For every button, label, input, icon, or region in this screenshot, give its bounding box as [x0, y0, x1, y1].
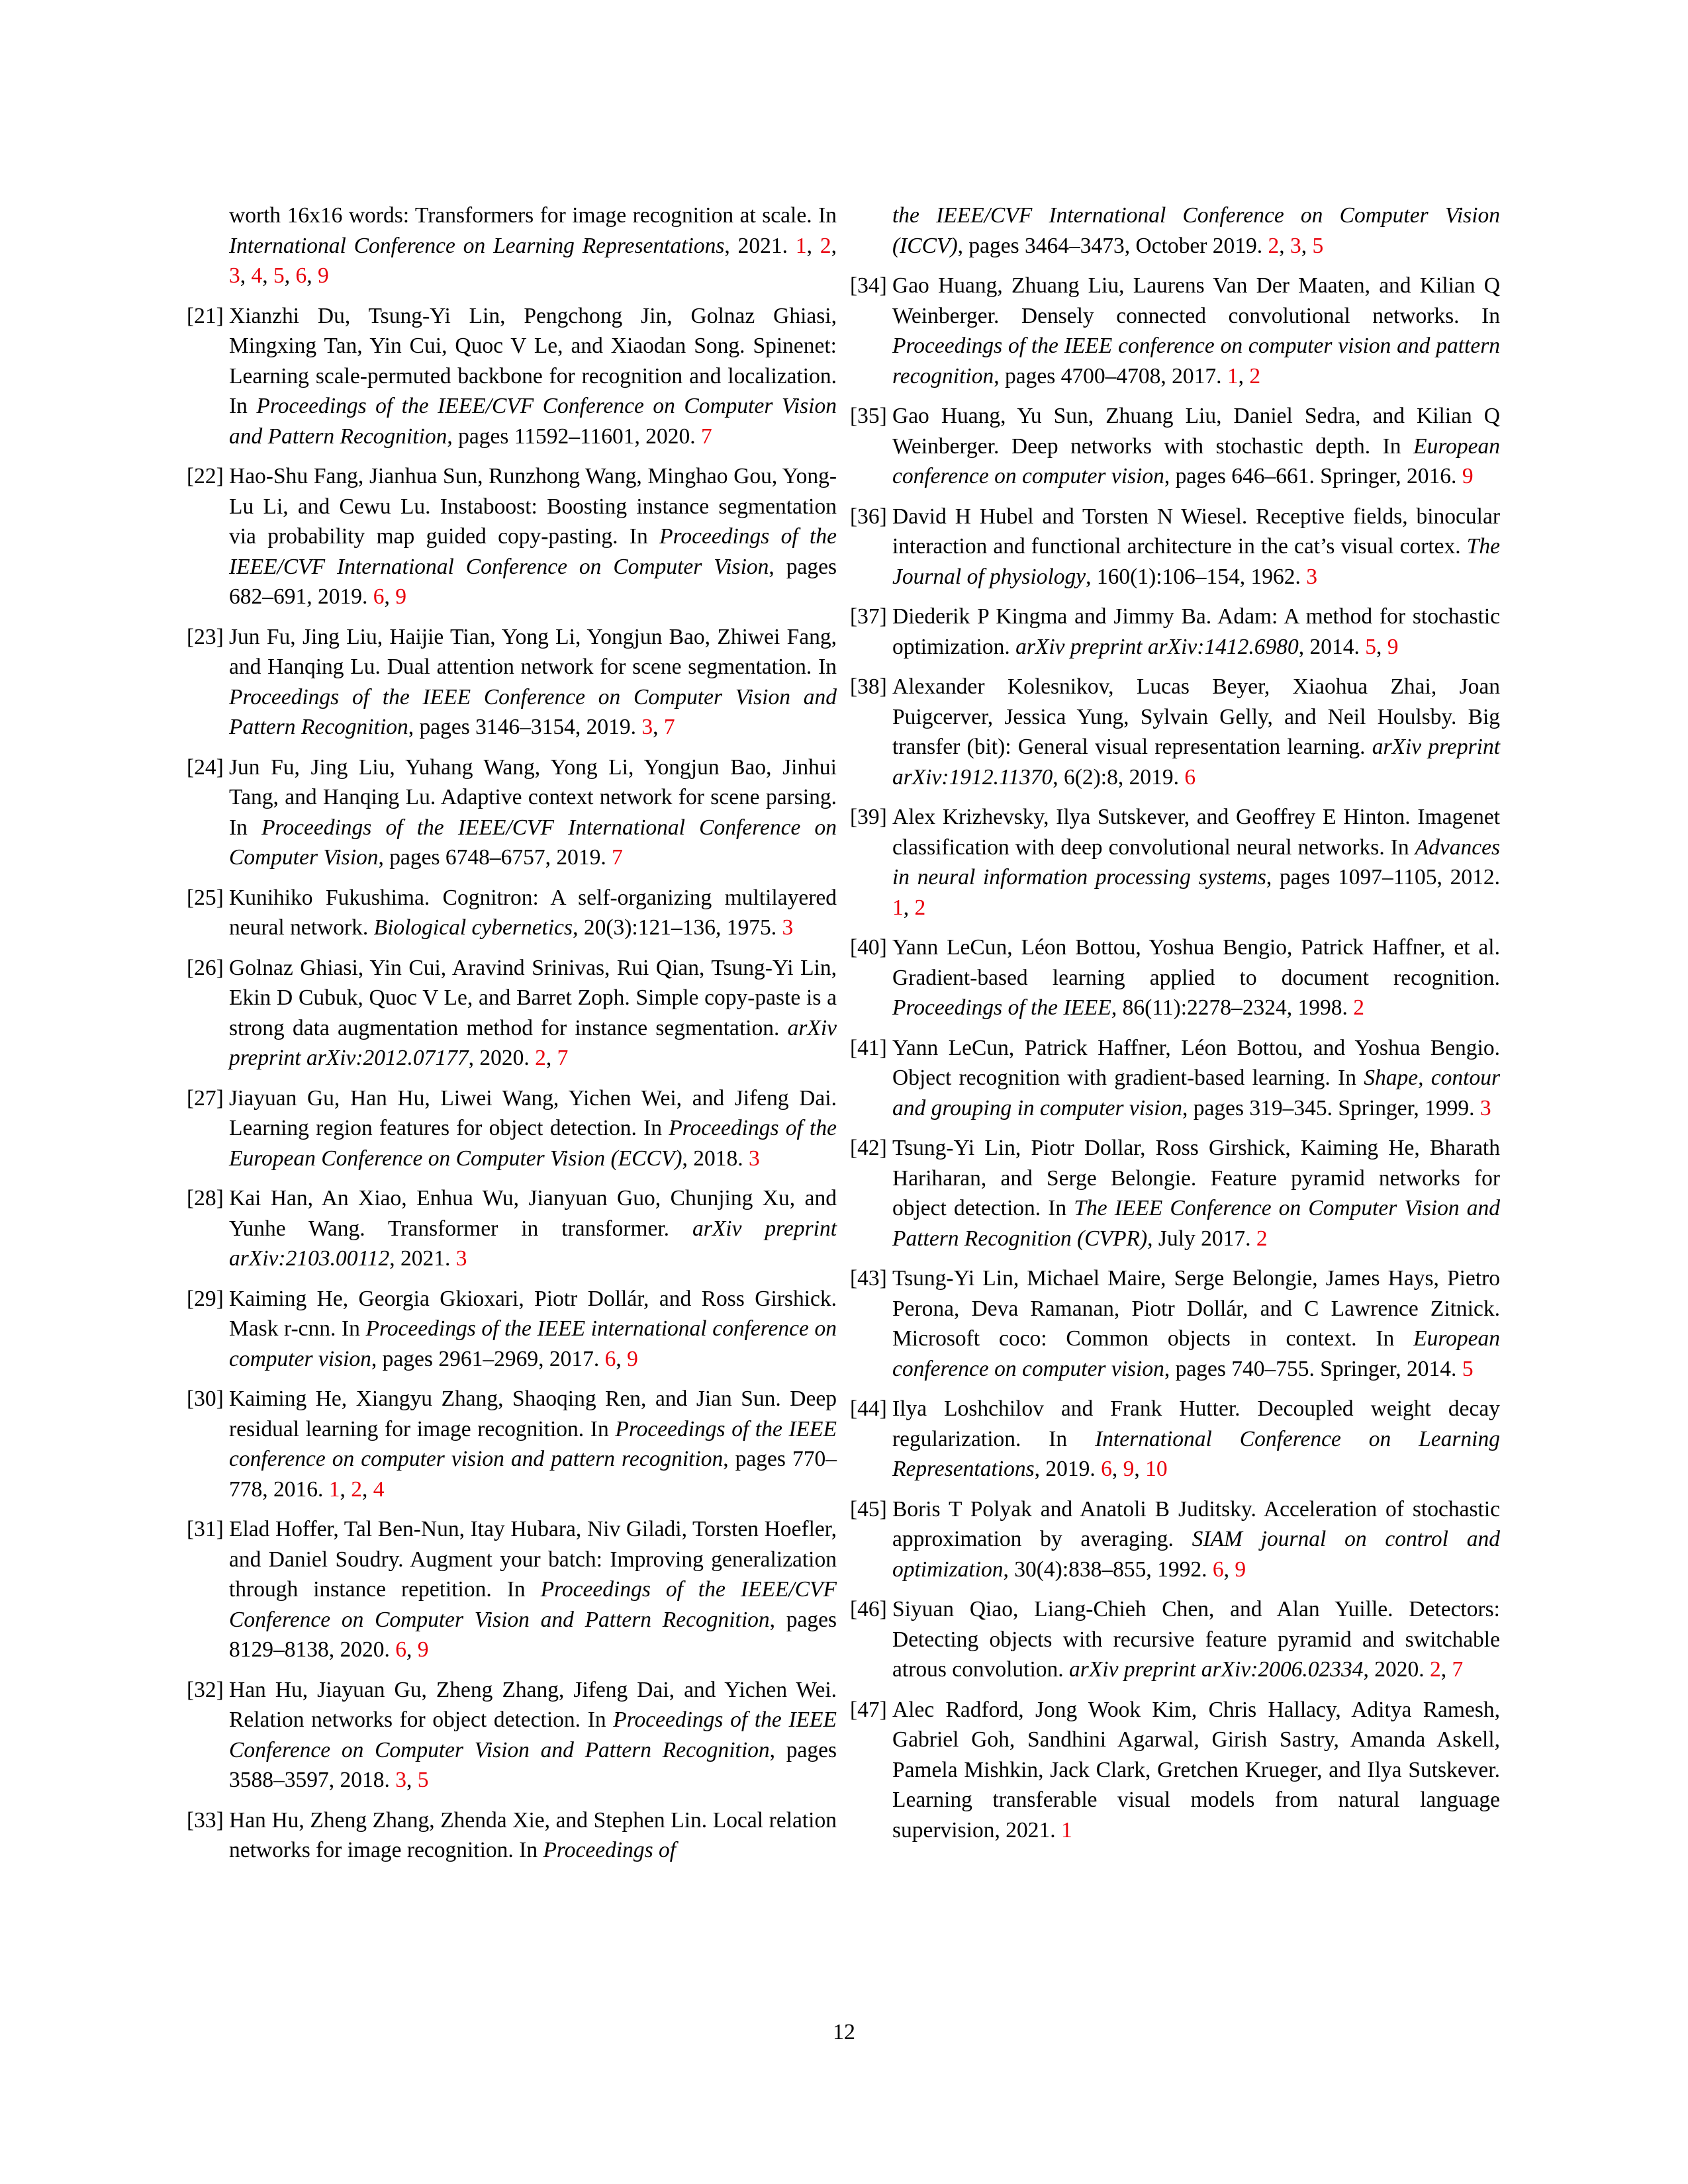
reference-entry — [187, 752, 837, 873]
reference-text: Jiayuan Gu, Han Hu, Liwei Wang, Yichen Wei, and Jifeng Dai. Learning region features for object detection. In — [229, 1085, 837, 1140]
reference-text: , — [1111, 1457, 1123, 1481]
reference-entry — [187, 1284, 837, 1375]
venue-text: International Conference on Learning Representations — [229, 233, 725, 258]
page-backref-link[interactable]: 9 — [1235, 1557, 1246, 1582]
reference-text: , pages 319–345. Springer, 1999. — [1182, 1095, 1480, 1120]
venue-text: Shape, contour and grouping in computer vision — [892, 1066, 1500, 1120]
venue-text: The IEEE Conference on Computer Vision and Pattern Recognition (CVPR) — [892, 1196, 1500, 1251]
page-backref-link[interactable]: 3 — [782, 915, 794, 940]
reference-text: , — [240, 263, 252, 288]
reference-text: , — [1134, 1457, 1146, 1481]
reference-text: Kai Han, An Xiao, Enhua Wu, Jianyuan Guo, Chunjing Xu, and Yunhe Wang. Transformer in transformer. — [229, 1186, 837, 1241]
reference-text: Gao Huang, Zhuang Liu, Laurens Van Der Maaten, and Kilian Q Weinberger. Densely connected convolutional networks. In — [892, 273, 1500, 328]
reference-text: , — [831, 233, 837, 258]
reference-number: [40] — [850, 935, 887, 960]
page-backref-link[interactable]: 6 — [604, 1346, 616, 1371]
page-backref-link[interactable]: 7 — [612, 845, 623, 870]
venue-text: Proceedings of the IEEE conference on computer vision and pattern recognition — [892, 334, 1500, 388]
venue-text: International Conference on Learning Representations — [892, 1426, 1500, 1481]
venue-text: Proceedings of — [543, 1838, 677, 1862]
venue-text: Proceedings of the European Conference on Computer Vision (ECCV) — [229, 1116, 837, 1171]
reference-text: , 20(3):121–136, 1975. — [573, 915, 782, 940]
reference-number: [46] — [850, 1597, 887, 1621]
reference-text: , pages 2961–2969, 2017. — [371, 1346, 605, 1371]
venue-text: Proceedings of the IEEE/CVF International Conference on Computer Vision — [229, 524, 837, 579]
reference-number: [22] — [187, 464, 224, 488]
page-backref-link[interactable]: 3 — [1306, 564, 1318, 589]
reference-entry — [187, 301, 837, 452]
page-backref-link[interactable]: 9 — [1387, 634, 1399, 659]
reference-text: Gao Huang, Yu Sun, Zhuang Liu, Daniel Sedra, and Kilian Q Weinberger. Deep networks with stochastic depth. In — [892, 404, 1500, 459]
reference-text: , pages 3464–3473, October 2019. — [957, 233, 1268, 258]
reference-number: [27] — [187, 1085, 224, 1111]
reference-text: , — [806, 233, 820, 258]
reference-entry — [850, 271, 1500, 391]
references-column-left — [187, 201, 837, 1876]
page-backref-link[interactable]: 2 — [914, 895, 926, 920]
venue-text: arXiv preprint arXiv:2012.07177 — [229, 1015, 837, 1070]
reference-text: , — [306, 263, 318, 288]
reference-number: [47] — [850, 1697, 887, 1722]
reference-text: , pages 646–661. Springer, 2016. — [1164, 464, 1462, 488]
reference-text: Diederik P Kingma and Jimmy Ba. Adam: A method for stochastic optimization. — [892, 604, 1500, 659]
page-backref-link[interactable]: 1 — [892, 895, 904, 920]
reference-text: Ilya Loshchilov and Frank Hutter. Decoupled weight decay regularization. In — [892, 1396, 1500, 1451]
venue-text: Biological cybernetics — [373, 915, 573, 940]
venue-text: European conference on computer vision — [892, 1326, 1500, 1381]
reference-number: [30] — [187, 1387, 224, 1411]
reference-text: , 2014. — [1298, 634, 1366, 659]
reference-text: , July 2017. — [1147, 1226, 1256, 1251]
venue-text: Proceedings of the IEEE Conference on Computer Vision and Pattern Recognition — [229, 1707, 837, 1762]
reference-text: , — [1238, 363, 1250, 388]
venue-text: Proceedings of the IEEE Conference on Computer Vision and Pattern Recognition — [229, 684, 837, 739]
reference-text: Siyuan Qiao, Liang-Chieh Chen, and Alan Yuille. Detectors: Detecting objects with recursive feature pyramid and switchable atrous convolution. — [892, 1597, 1500, 1682]
page-backref-link[interactable]: 6 — [1212, 1557, 1224, 1582]
reference-text: Jun Fu, Jing Liu, Haijie Tian, Yong Li, Yongjun Bao, Zhiwei Fang, and Hanqing Lu. Dual attention network for scene segmentation. In — [229, 624, 837, 679]
reference-text: Han Hu, Jiayuan Gu, Zheng Zhang, Jifeng Dai, and Yichen Wei. Relation networks for object detection. In — [229, 1677, 837, 1732]
page-backref-link[interactable]: 9 — [1123, 1457, 1135, 1481]
reference-text: Xianzhi Du, Tsung-Yi Lin, Pengchong Jin, Golnaz Ghiasi, Mingxing Tan, Yin Cui, Quoc V Le, and Xiaodan Song. Spinenet: Learning scale-permuted backbone for recognition and localization. In — [229, 303, 837, 418]
reference-text: , pages 4700–4708, 2017. — [994, 363, 1227, 388]
page-backref-link[interactable]: 9 — [318, 263, 329, 288]
reference-text: , — [1376, 634, 1387, 659]
reference-text: , — [1223, 1557, 1235, 1582]
reference-text: , pages 682–691, 2019. — [229, 554, 837, 609]
reference-entry — [187, 1514, 837, 1665]
reference-text: , pages 8129–8138, 2020. — [229, 1607, 837, 1662]
reference-entry — [850, 201, 1500, 261]
reference-text: , — [653, 715, 664, 739]
reference-number: [41] — [850, 1035, 887, 1060]
page-backref-link[interactable]: 5 — [273, 263, 285, 288]
references-column-right — [850, 201, 1500, 1855]
venue-text: SIAM journal on control and optimization — [892, 1527, 1500, 1582]
reference-entry — [850, 672, 1500, 792]
reference-number: [21] — [187, 303, 224, 328]
page-backref-link[interactable]: 2 — [1430, 1657, 1441, 1682]
venue-text: arXiv preprint arXiv:2103.00112 — [229, 1216, 837, 1271]
reference-number: [25] — [187, 885, 224, 910]
page-backref-link[interactable]: 5 — [1462, 1356, 1474, 1381]
reference-text: Hao-Shu Fang, Jianhua Sun, Runzhong Wang, Minghao Gou, Yong-Lu Li, and Cewu Lu. Instaboost: Boosting instance segmentation via probability map guided copy-pasting. In — [229, 464, 837, 549]
reference-text: , 6(2):8, 2019. — [1053, 764, 1185, 790]
reference-entry — [187, 1183, 837, 1274]
reference-number: [39] — [850, 805, 887, 829]
page-backref-link[interactable]: 1 — [1060, 1817, 1072, 1843]
page-backref-link[interactable]: 9 — [1462, 464, 1474, 488]
venue-text: Proceedings of the IEEE international conference on computer vision — [229, 1316, 837, 1371]
reference-number: [23] — [187, 624, 224, 649]
venue-text: the IEEE/CVF International Conference on Computer Vision (ICCV) — [892, 203, 1500, 258]
page-backref-link[interactable]: 9 — [395, 584, 406, 609]
reference-text: , — [406, 1637, 418, 1662]
reference-text: Kaiming He, Georgia Gkioxari, Piotr Dollár, and Ross Girshick. Mask r-cnn. In — [229, 1286, 837, 1341]
reference-text: , — [362, 1477, 373, 1502]
page-backref-link[interactable]: 3 — [641, 715, 653, 739]
reference-text: , — [545, 1046, 557, 1070]
page-backref-link[interactable]: 9 — [417, 1637, 429, 1662]
reference-text: , 30(4):838–855, 1992. — [1003, 1557, 1213, 1582]
reference-text: , pages 11592–11601, 2020. — [447, 424, 702, 449]
reference-entry — [187, 622, 837, 743]
reference-text: , 2019. — [1034, 1457, 1102, 1481]
reference-entry — [850, 401, 1500, 492]
reference-entry — [850, 802, 1500, 923]
page-backref-link[interactable]: 3 — [455, 1246, 467, 1271]
reference-entry — [187, 1805, 837, 1866]
venue-text: Proceedings of the IEEE — [892, 995, 1111, 1020]
reference-text: Jun Fu, Jing Liu, Yuhang Wang, Yong Li, Yongjun Bao, Jinhui Tang, and Hanqing Lu. Adaptive context network for scene parsing. In — [229, 754, 837, 840]
page-backref-link[interactable]: 3 — [395, 1768, 406, 1792]
reference-number: [37] — [850, 604, 887, 629]
reference-number: [33] — [187, 1807, 224, 1833]
reference-number: [43] — [850, 1266, 887, 1291]
page-backref-link[interactable]: 5 — [1312, 233, 1324, 258]
reference-text: Kaiming He, Xiangyu Zhang, Shaoqing Ren, and Jian Sun. Deep residual learning for image recognition. In — [229, 1387, 837, 1441]
reference-number: [29] — [187, 1286, 224, 1311]
reference-text: , — [284, 263, 296, 288]
reference-text: Golnaz Ghiasi, Yin Cui, Aravind Srinivas, Rui Qian, Tsung-Yi Lin, Ekin D Cubuk, Quoc V Le, and Barret Zoph. Simple copy-paste is a strong data augmentation method for instance segmentation. — [229, 955, 837, 1040]
page-backref-link[interactable]: 2 — [535, 1046, 546, 1070]
page-backref-link[interactable]: 7 — [701, 424, 712, 449]
reference-number: [31] — [187, 1517, 224, 1541]
page-backref-link[interactable]: 6 — [373, 584, 385, 609]
page-backref-link[interactable]: 2 — [1256, 1226, 1268, 1251]
reference-number: [34] — [850, 273, 887, 298]
reference-entry — [850, 1033, 1500, 1124]
reference-text: , — [616, 1346, 628, 1371]
reference-entry — [187, 883, 837, 943]
reference-entry — [187, 1675, 837, 1796]
reference-entry — [850, 1695, 1500, 1846]
reference-text: , pages 770–778, 2016. — [229, 1447, 837, 1502]
reference-text: Han Hu, Zheng Zhang, Zhenda Xie, and Stephen Lin. Local relation networks for image recognition. In — [229, 1807, 837, 1862]
reference-entry — [850, 1594, 1500, 1685]
reference-number: [36] — [850, 504, 887, 529]
reference-number: [26] — [187, 955, 224, 980]
venue-text: Advances in neural information processing systems — [892, 835, 1500, 889]
page-backref-link[interactable]: 4 — [251, 263, 263, 288]
reference-number: [38] — [850, 674, 887, 699]
venue-text: arXiv preprint arXiv:1412.6980 — [1015, 634, 1299, 659]
reference-text: , pages 3588–3597, 2018. — [229, 1737, 837, 1792]
page-backref-link[interactable]: 3 — [1479, 1095, 1491, 1120]
page-backref-link[interactable]: 1 — [795, 233, 807, 258]
venue-text: The Journal of physiology — [892, 534, 1500, 589]
reference-text: worth 16x16 words: Transformers for image recognition at scale. In — [229, 203, 837, 228]
reference-entry — [187, 953, 837, 1073]
reference-text: Yann LeCun, Patrick Haffner, Léon Bottou, and Yoshua Bengio. Object recognition with gradient-based learning. In — [892, 1035, 1500, 1090]
page-backref-link[interactable]: 3 — [229, 263, 240, 288]
page-backref-link[interactable]: 1 — [328, 1477, 340, 1502]
reference-entry — [187, 461, 837, 612]
reference-text: , pages 3146–3154, 2019. — [408, 715, 642, 739]
reference-number: [28] — [187, 1186, 224, 1210]
reference-text: , — [903, 895, 915, 920]
page-backref-link[interactable]: 6 — [295, 263, 307, 288]
page-backref-link[interactable]: 3 — [748, 1146, 760, 1171]
reference-entry — [850, 1263, 1500, 1384]
reference-text: Alex Krizhevsky, Ilya Sutskever, and Geoffrey E Hinton. Imagenet classification with deep convolutional neural networks. In — [892, 805, 1500, 860]
reference-number: [32] — [187, 1677, 224, 1702]
reference-number: [45] — [850, 1496, 887, 1522]
reference-text: , — [262, 263, 273, 288]
page-backref-link[interactable]: 6 — [395, 1637, 406, 1662]
reference-entry — [850, 602, 1500, 662]
page-backref-link[interactable]: 2 — [1249, 363, 1261, 388]
reference-text: , pages 6748–6757, 2019. — [378, 845, 612, 870]
page-backref-link[interactable]: 5 — [417, 1768, 429, 1792]
page-backref-link[interactable]: 7 — [557, 1046, 569, 1070]
reference-entry — [850, 1394, 1500, 1484]
reference-text: , 2021. — [724, 233, 796, 258]
page-backref-link[interactable]: 10 — [1145, 1457, 1168, 1481]
reference-text: Kunihiko Fukushima. Cognitron: A self-organizing multilayered neural network. — [229, 885, 837, 940]
reference-text: Boris T Polyak and Anatoli B Juditsky. Acceleration of stochastic approximation by averaging. — [892, 1496, 1500, 1551]
reference-entry — [850, 933, 1500, 1023]
reference-entry — [850, 1133, 1500, 1253]
venue-text: Proceedings of the IEEE/CVF Conference on Computer Vision and Pattern Recognition — [229, 1577, 837, 1632]
venue-text: Proceedings of the IEEE/CVF International Conference on Computer Vision — [229, 815, 837, 870]
reference-text: , pages 1097–1105, 2012. — [1266, 865, 1500, 889]
page-backref-link[interactable]: 3 — [1290, 233, 1301, 258]
venue-text: Proceedings of the IEEE conference on computer vision and pattern recognition — [229, 1416, 837, 1471]
page-backref-link[interactable]: 6 — [1184, 764, 1196, 790]
reference-text: , — [1301, 233, 1313, 258]
page-backref-link[interactable]: 2 — [1353, 995, 1365, 1020]
venue-text: Proceedings of the IEEE/CVF Conference on Computer Vision and Pattern Recognition — [229, 394, 837, 449]
page-backref-link[interactable]: 7 — [1452, 1657, 1464, 1682]
reference-text: , — [406, 1768, 418, 1792]
page-backref-link[interactable]: 5 — [1365, 634, 1377, 659]
page-backref-link[interactable]: 4 — [373, 1477, 385, 1502]
reference-text: Elad Hoffer, Tal Ben-Nun, Itay Hubara, Niv Giladi, Torsten Hoefler, and Daniel Soudry. Augment your batch: Improving generalization through instance repetition. In — [229, 1517, 837, 1602]
reference-text: , 160(1):106–154, 1962. — [1086, 564, 1307, 589]
page-backref-link[interactable]: 2 — [351, 1477, 362, 1502]
reference-text: Alexander Kolesnikov, Lucas Beyer, Xiaohua Zhai, Joan Puigcerver, Jessica Yung, Sylvain Gelly, and Neil Houlsby. Big transfer (bit): General visual representation learning. — [892, 674, 1500, 759]
page-backref-link[interactable]: 2 — [1268, 233, 1280, 258]
reference-text: , 2018. — [682, 1146, 749, 1171]
reference-text: , — [384, 584, 396, 609]
venue-text: arXiv preprint arXiv:2006.02334 — [1069, 1657, 1364, 1682]
page-number: 12 — [833, 2020, 855, 2044]
reference-entry — [187, 201, 837, 291]
reference-text: , — [340, 1477, 352, 1502]
page-backref-link[interactable]: 7 — [663, 715, 675, 739]
reference-entry — [850, 502, 1500, 592]
reference-text: , pages 740–755. Springer, 2014. — [1164, 1356, 1462, 1381]
reference-text: , 2020. — [1363, 1657, 1430, 1682]
reference-text: Tsung-Yi Lin, Piotr Dollar, Ross Girshick, Kaiming He, Bharath Hariharan, and Serge Belongie. Feature pyramid networks for object detection. In — [892, 1136, 1500, 1220]
reference-number: [35] — [850, 404, 887, 428]
page-backref-link[interactable]: 2 — [820, 233, 831, 258]
reference-text: , 2020. — [468, 1046, 536, 1070]
reference-text: David H Hubel and Torsten N Wiesel. Receptive fields, binocular interaction and functional architecture in the cat’s visual cortex. — [892, 504, 1500, 559]
reference-text: , — [1279, 233, 1291, 258]
reference-text: Alec Radford, Jong Wook Kim, Chris Hallacy, Aditya Ramesh, Gabriel Goh, Sandhini Agarwal, Girish Sastry, Amanda Askell, Pamela Mishkin, Jack Clark, Gretchen Krueger, and Ilya Sutskever. Learning transferable visual models from natural language supervision, 2021. — [892, 1697, 1500, 1843]
venue-text: European conference on computer vision — [892, 433, 1500, 488]
reference-number: [24] — [187, 754, 224, 780]
reference-text: , 86(11):2278–2324, 1998. — [1111, 995, 1354, 1020]
venue-text: arXiv preprint arXiv:1912.11370 — [892, 735, 1500, 790]
reference-entry — [187, 1083, 837, 1174]
page-backref-link[interactable]: 6 — [1101, 1457, 1112, 1481]
reference-text: Yann LeCun, Léon Bottou, Yoshua Bengio, Patrick Haffner, et al. Gradient-based learning applied to document recognition. — [892, 935, 1500, 990]
reference-entry — [187, 1384, 837, 1504]
reference-entry — [850, 1494, 1500, 1585]
reference-text: , — [1440, 1657, 1452, 1682]
reference-number: [44] — [850, 1396, 887, 1421]
reference-text: Tsung-Yi Lin, Michael Maire, Serge Belongie, James Hays, Pietro Perona, Deva Ramanan, Piotr Dollár, and C Lawrence Zitnick. Microsoft coco: Common objects in context. In — [892, 1266, 1500, 1351]
reference-number: [42] — [850, 1136, 887, 1160]
page-backref-link[interactable]: 9 — [627, 1346, 638, 1371]
page-backref-link[interactable]: 1 — [1227, 363, 1239, 388]
reference-text: , 2021. — [389, 1246, 456, 1271]
